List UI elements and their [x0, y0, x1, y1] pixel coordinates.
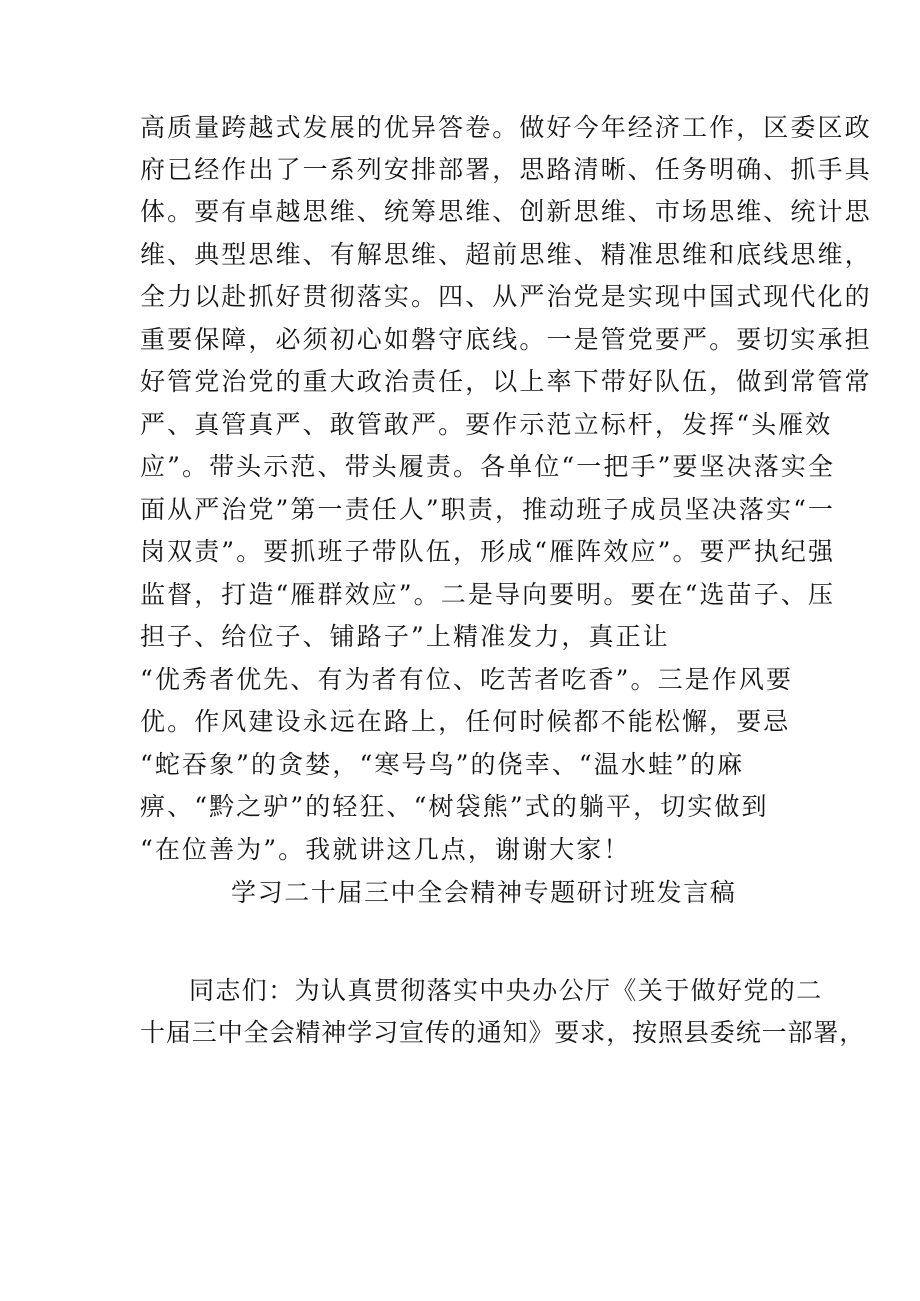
text-line: 监督，打造“雁群效应”。二是导向要明。要在“选苗子、压	[140, 580, 836, 609]
document-title: 学习二十届三中全会精神专题研讨班发言稿	[231, 878, 737, 907]
text-line: 府已经作出了一系列安排部署，思路清晰、任务明确、抓手具	[140, 155, 872, 184]
text-line: 体。要有卓越思维、统筹思维、创新思维、市场思维、统计思	[140, 197, 872, 226]
text-line: 同志们：为认真贯彻落实中央办公厅《关于做好党的二	[189, 976, 823, 1005]
text-line: 维、典型思维、有解思维、超前思维、精准思维和底线思维，	[140, 240, 872, 269]
text-line: “蛇吞象”的贪婪，“寒号鸟”的侥幸、“温水蛙”的麻	[140, 750, 745, 779]
text-line: 痹、“黔之驴”的轻狂、“树袋熊”式的躺平，切实做到	[140, 792, 769, 821]
text-line: 岗双责”。要抓班子带队伍，形成“雁阵效应”。要严执纪强	[140, 537, 836, 566]
text-line: 重要保障，必须初心如磐守底线。一是管党要严。要切实承担	[140, 325, 872, 354]
text-line: 高质量跨越式发展的优异答卷。做好今年经济工作，区委区政	[140, 113, 872, 142]
text-line: “优秀者优先、有为者有位、吃苦者吃香”。三是作风要	[140, 665, 794, 694]
text-line: 面从严治党”第一责任人”职责，推动班子成员坚决落实“一	[140, 495, 836, 524]
text-line: 应”。带头示范、带头履责。各单位“一把手”要坚决落实全	[140, 452, 836, 481]
text-line: 十届三中全会精神学习宣传的通知》要求，按照县委统一部署，	[140, 1018, 866, 1047]
text-line: “在位善为”。我就讲这几点，谢谢大家！	[140, 835, 631, 864]
text-line: 全力以赴抓好贯彻落实。四、从严治党是实现中国式现代化的	[140, 282, 872, 311]
text-line: 严、真管真严、敢管敢严。要作示范立标杆，发挥“头雁效	[140, 410, 833, 439]
text-line: 担子、给位子、铺路子”上精准发力，真正让	[140, 622, 670, 651]
text-line: 好管党治党的重大政治责任，以上率下带好队伍，做到常管常	[140, 367, 872, 396]
text-line: 优。作风建设永远在路上，任何时候都不能松懈，要忌	[140, 707, 791, 736]
